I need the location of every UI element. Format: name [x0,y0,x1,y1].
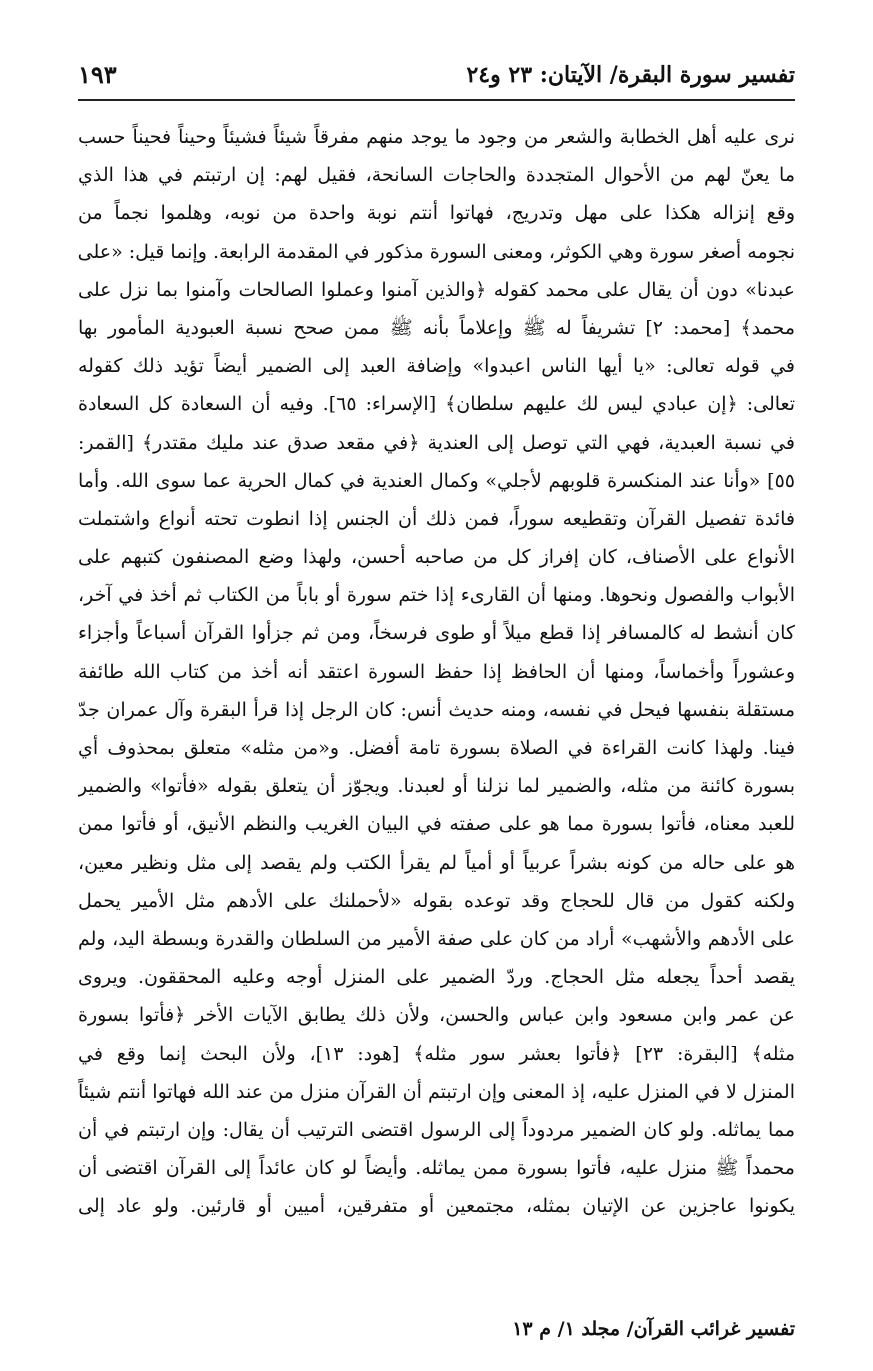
text-line: مما يماثله. ولو كان الضمير مردوداً إلى الرسول اقتضى الترتيب أن يقال: وإن ارتبتم في أن [78,1118,795,1141]
text-line: مستقلة بنفسها فيحل في نفسه، ومنه حديث أنس: كان الرجل إذا قرأ البقرة وآل عمران جدّ [78,698,795,721]
text-line: كان أنشط له كالمسافر إذا قطع ميلاً أو طوى فرسخاً، ومن ثم جزأوا القرآن أسباعاً وأجزاء [78,622,795,645]
body-text [78,118,795,1225]
text-line: وعشوراً وأخماساً، ومنها أن الحافظ إذا حفظ السورة اعتقد أنه أخذ من كتاب الله طائفة [78,660,795,683]
text-line: محمداً ﷺ منزل عليه، فأتوا بسورة ممن يماثله. وأيضاً لو كان عائداً إلى القرآن اقتضى أن [78,1157,795,1180]
text-line: المنزل لا في المنزل عليه، إذ المعنى وإن ارتبتم أن القرآن منزل من عند الله فهاتوا أنتم شيئاً [78,1080,795,1103]
text-line: يقصد أحداً يجعله مثل الحجاج. وردّ الضمير على المنزل أوجه وعليه المحققون. ويروى [78,966,795,989]
text-line: ٥٥] «وأنا عند المنكسرة قلوبهم لأجلي» وكمال العندية في كمال الحرية عما سوى الله. وأما [78,469,795,492]
signature-mark: تفسير غرائب القرآن/ مجلد ١/ م ١٣ [512,1318,795,1340]
text-line: الأبواب والفصول ونحوها. ومنها أن القارىء إذا ختم سورة أو باباً من الكتاب ثم أخذ في آخر، [78,584,795,607]
text-line: نجومه أصغر سورة وهي الكوثر، ومعنى السورة مذكور في المقدمة الرابعة. وإنما قيل: «على [78,240,795,263]
text-line: للعبد معناه، فأتوا بسورة مما هو على صفته في البيان الغريب والنظم الأنيق، أو فأتوا ممن [78,813,795,836]
text-line: ولكنه كقول من قال للحجاج وقد توعده بقوله «لأحملنك على الأدهم مثل الأمير يحمل [78,889,795,912]
text-line: نرى عليه أهل الخطابة والشعر من وجود ما يوجد منهم مفرقاً شيئاً فشيئاً وحيناً فحيناً حسب [78,126,795,148]
text-line: ما يعنّ لهم من الأحوال المتجددة والحاجات السانحة، فقيل لهم: إن ارتبتم في هذا الذي [78,164,795,187]
text-line: على الأدهم والأشهب» أراد من كان على صفة الأمير من السلطان والقدرة وبسطة اليد، ولم [78,927,795,950]
text-line: هو على حاله من كونه بشراً عربياً أو أمياً لم يقرأ الكتب ولم يقصد إلى مثل ونظير معين، [78,851,795,874]
header-rule [78,99,795,101]
text-line: في قوله تعالى: «يا أيها الناس اعبدوا» وإضافة العبد إلى الضمير أيضاً تؤيد ذلك كقوله [78,355,795,378]
text-line: بسورة كائنة من مثله، والضمير لما نزلنا أو لعبدنا. ويجوّز أن يتعلق بقوله «فأتوا» والضمير [78,775,795,798]
text-line: فينا. ولهذا كانت القراءة في الصلاة بسورة تامة أفضل. و«من مثله» متعلق بمحذوف أي [78,737,795,759]
text-line: تعالى: ﴿إن عبادي ليس لك عليهم سلطان﴾ [الإسراء: ٦٥]. وفيه أن السعادة كل السعادة [78,393,795,416]
text-line: محمد﴾ [محمد: ٢] تشريفاً له ﷺ وإعلاماً بأنه ﷺ ممن صحح نسبة العبودية المأمور بها [78,316,795,339]
text-line: يكونوا عاجزين عن الإتيان بمثله، مجتمعين أو متفرقين، أميين أو قارئين. ولو عاد إلى [78,1195,795,1218]
text-line: عبدنا» دون أن يقال على محمد كقوله ﴿والذين آمنوا وعملوا الصالحات وآمنوا بما نزل على [78,278,795,301]
running-title: تفسير سورة البقرة/ الآيتان: ٢٣ و٢٤ [466,62,795,88]
text-line: في نسبة العبدية، فهي التي توصل إلى العندية ﴿في مقعد صدق عند مليك مقتدر﴾ [القمر: [78,431,795,454]
text-line: مثله﴾ [البقرة: ٢٣] ﴿فأتوا بعشر سور مثله﴾ [هود: ١٣]، ولأن البحث إنما وقع في [78,1042,795,1065]
text-line: فائدة تفصيل القرآن وتقطيعه سوراً، فمن ذلك أن الجنس إذا انطوت تحته أنواع واشتملت [78,507,795,530]
page-header [78,58,795,98]
text-line: عن عمر وابن مسعود وابن عباس والحسن، ولأن ذلك يطابق الآيات الأخر ﴿فأتوا بسورة [78,1004,795,1027]
text-line: الأنواع على الأصناف، كان إفراز كل من صاحبه أحسن، ولهذا وضع المصنفون كتبهم على [78,546,795,569]
text-line: وقع إنزاله هكذا على مهل وتدريج، فهاتوا أنتم نوبة واحدة من نوبه، وهلموا نجماً من [78,202,795,225]
page-number: ١٩٣ [78,60,117,89]
